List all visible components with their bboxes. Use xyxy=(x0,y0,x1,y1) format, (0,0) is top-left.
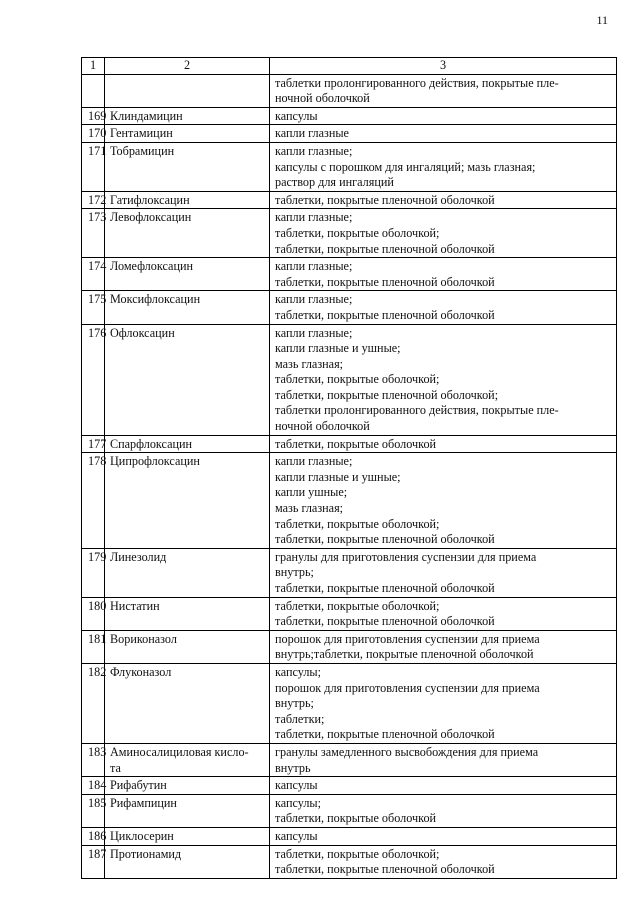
column-header-name: 2 xyxy=(105,58,270,75)
dosage-form-line: капли глазные xyxy=(275,126,349,141)
table-row xyxy=(82,107,617,125)
drug-name: Офлоксацин xyxy=(105,324,270,435)
drug-name: Нистатин xyxy=(105,597,270,630)
dosage-form-line: таблетки, покрытые оболочкой xyxy=(275,436,437,451)
dosage-form-line: таблетки, покрытые пленочной оболочкой xyxy=(275,241,495,256)
drug-name: Клиндамицин xyxy=(105,107,270,125)
row-number: 186 xyxy=(82,827,105,845)
dosage-form-line: таблетки, покрытые пленочной оболочкой xyxy=(275,274,495,289)
dosage-forms xyxy=(270,794,617,827)
dosage-form-line: капли глазные; xyxy=(275,292,353,307)
dosage-form-line: таблетки пролонгированного действия, покрытые пле- xyxy=(275,75,559,90)
table-row xyxy=(82,548,617,597)
row-number: 170 xyxy=(82,125,105,143)
row-number: 180 xyxy=(82,597,105,630)
dosage-form-line: капли глазные; xyxy=(275,143,353,158)
row-number: 184 xyxy=(82,777,105,795)
dosage-form-line: таблетки, покрытые оболочкой; xyxy=(275,516,440,531)
dosage-form-line: внутрь xyxy=(275,760,311,775)
row-number: 173 xyxy=(82,209,105,258)
dosage-form-line: раствор для ингаляций xyxy=(275,175,394,190)
drug-name: Моксифлоксацин xyxy=(105,291,270,324)
table-header-row xyxy=(82,58,617,75)
dosage-form-line: ночной оболочкой xyxy=(275,419,370,434)
dosage-form-line: капли глазные; xyxy=(275,454,353,469)
dosage-forms xyxy=(270,324,617,435)
drug-name xyxy=(105,74,270,107)
drug-name: Гентамицин xyxy=(105,125,270,143)
dosage-form-line: таблетки, покрытые оболочкой; xyxy=(275,225,440,240)
dosage-forms xyxy=(270,453,617,549)
dosage-forms xyxy=(270,191,617,209)
table-row xyxy=(82,142,617,191)
dosage-form-line: капли глазные и ушные; xyxy=(275,341,401,356)
row-number: 171 xyxy=(82,142,105,191)
table-row xyxy=(82,125,617,143)
dosage-forms xyxy=(270,845,617,878)
row-number: 187 xyxy=(82,845,105,878)
dosage-form-line: таблетки; xyxy=(275,711,325,726)
drug-name: Гатифлоксацин xyxy=(105,191,270,209)
table-row xyxy=(82,435,617,453)
row-number: 185 xyxy=(82,794,105,827)
dosage-forms xyxy=(270,142,617,191)
dosage-forms xyxy=(270,777,617,795)
dosage-form-line: порошок для приготовления суспензии для приема xyxy=(275,680,540,695)
dosage-form-line: таблетки, покрытые пленочной оболочкой; xyxy=(275,387,499,402)
dosage-forms xyxy=(270,74,617,107)
dosage-form-line: мазь глазная; xyxy=(275,356,344,371)
row-number: 178 xyxy=(82,453,105,549)
dosage-forms xyxy=(270,258,617,291)
dosage-form-line: капсулы; xyxy=(275,795,321,810)
table-row xyxy=(82,663,617,743)
drug-name: Флуконазол xyxy=(105,663,270,743)
row-number: 181 xyxy=(82,630,105,663)
table-row xyxy=(82,453,617,549)
drug-name: Рифампицин xyxy=(105,794,270,827)
table-row xyxy=(82,597,617,630)
table-row xyxy=(82,630,617,663)
drug-table xyxy=(81,57,617,879)
dosage-form-line: таблетки, покрытые пленочной оболочкой xyxy=(275,614,495,629)
dosage-form-line: капли глазные и ушные; xyxy=(275,469,401,484)
table-row xyxy=(82,845,617,878)
drug-name: Левофлоксацин xyxy=(105,209,270,258)
dosage-forms xyxy=(270,548,617,597)
drug-name: Рифабутин xyxy=(105,777,270,795)
dosage-forms xyxy=(270,630,617,663)
dosage-forms xyxy=(270,125,617,143)
dosage-form-line: внутрь; xyxy=(275,565,314,580)
table-row xyxy=(82,74,617,107)
drug-name: Протионамид xyxy=(105,845,270,878)
table-row xyxy=(82,291,617,324)
drug-name: Вориконазол xyxy=(105,630,270,663)
row-number: 183 xyxy=(82,743,105,776)
drug-name: Ломефлоксацин xyxy=(105,258,270,291)
page-number: 11 xyxy=(596,13,608,27)
dosage-form-line: внутрь;таблетки, покрытые пленочной оболочкой xyxy=(275,647,534,662)
dosage-form-line: капли ушные; xyxy=(275,485,348,500)
dosage-form-line: капсулы с порошком для ингаляций; мазь глазная; xyxy=(275,159,536,174)
table-row xyxy=(82,794,617,827)
dosage-form-line: таблетки, покрытые оболочкой xyxy=(275,811,437,826)
table-row xyxy=(82,258,617,291)
dosage-forms xyxy=(270,597,617,630)
row-number: 179 xyxy=(82,548,105,597)
dosage-form-line: таблетки, покрытые оболочкой; xyxy=(275,598,440,613)
column-header-forms: 3 xyxy=(270,58,617,75)
row-number: 182 xyxy=(82,663,105,743)
dosage-form-line: порошок для приготовления суспензии для приема xyxy=(275,631,540,646)
drug-name: Ципрофлоксацин xyxy=(105,453,270,549)
column-header-number: 1 xyxy=(82,58,105,75)
row-number: 172 xyxy=(82,191,105,209)
drug-name: Тобрамицин xyxy=(105,142,270,191)
row-number: 175 xyxy=(82,291,105,324)
dosage-form-line: гранулы замедленного высвобождения для приема xyxy=(275,744,539,759)
dosage-form-line: таблетки, покрытые пленочной оболочкой xyxy=(275,581,495,595)
dosage-form-line: ночной оболочкой xyxy=(275,91,370,106)
dosage-forms xyxy=(270,743,617,776)
dosage-forms xyxy=(270,107,617,125)
dosage-form-line: таблетки, покрытые пленочной оболочкой xyxy=(275,307,495,322)
row-number: 174 xyxy=(82,258,105,291)
table-row xyxy=(82,209,617,258)
dosage-form-line: капли глазные; xyxy=(275,259,353,274)
dosage-form-line: таблетки пролонгированного действия, покрытые пле- xyxy=(275,403,559,418)
drug-name: Линезолид xyxy=(105,548,270,597)
dosage-form-line: таблетки, покрытые пленочной оболочкой xyxy=(275,862,495,877)
dosage-form-line: таблетки, покрытые пленочной оболочкой xyxy=(275,192,495,207)
dosage-form-line: таблетки, покрытые пленочной оболочкой xyxy=(275,727,495,742)
row-number: 176 xyxy=(82,324,105,435)
drug-name: Спарфлоксацин xyxy=(105,435,270,453)
drug-name: Циклосерин xyxy=(105,827,270,845)
table-row xyxy=(82,191,617,209)
dosage-forms xyxy=(270,209,617,258)
table-row xyxy=(82,743,617,776)
drug-name: Аминосалициловая кисло- та xyxy=(105,743,270,776)
table-row xyxy=(82,827,617,845)
dosage-form-line: внутрь; xyxy=(275,696,314,711)
dosage-form-line: таблетки, покрытые оболочкой; xyxy=(275,372,440,387)
dosage-form-line: капсулы xyxy=(275,108,318,123)
dosage-form-line: капсулы xyxy=(275,778,318,793)
row-number xyxy=(82,74,105,107)
dosage-form-line: таблетки, покрытые пленочной оболочкой xyxy=(275,532,495,547)
dosage-form-line: капсулы; xyxy=(275,664,321,679)
row-number: 169 xyxy=(82,107,105,125)
dosage-form-line: таблетки, покрытые оболочкой; xyxy=(275,846,440,861)
dosage-form-line: мазь глазная; xyxy=(275,501,344,516)
dosage-form-line: капли глазные; xyxy=(275,325,353,340)
dosage-form-line: капсулы xyxy=(275,828,318,843)
dosage-forms xyxy=(270,827,617,845)
dosage-forms xyxy=(270,291,617,324)
dosage-forms xyxy=(270,663,617,743)
dosage-form-line: капли глазные; xyxy=(275,210,353,225)
dosage-form-line: гранулы для приготовления суспензии для приема xyxy=(275,549,537,564)
row-number: 177 xyxy=(82,435,105,453)
table-row xyxy=(82,324,617,435)
dosage-forms xyxy=(270,435,617,453)
table-row xyxy=(82,777,617,795)
